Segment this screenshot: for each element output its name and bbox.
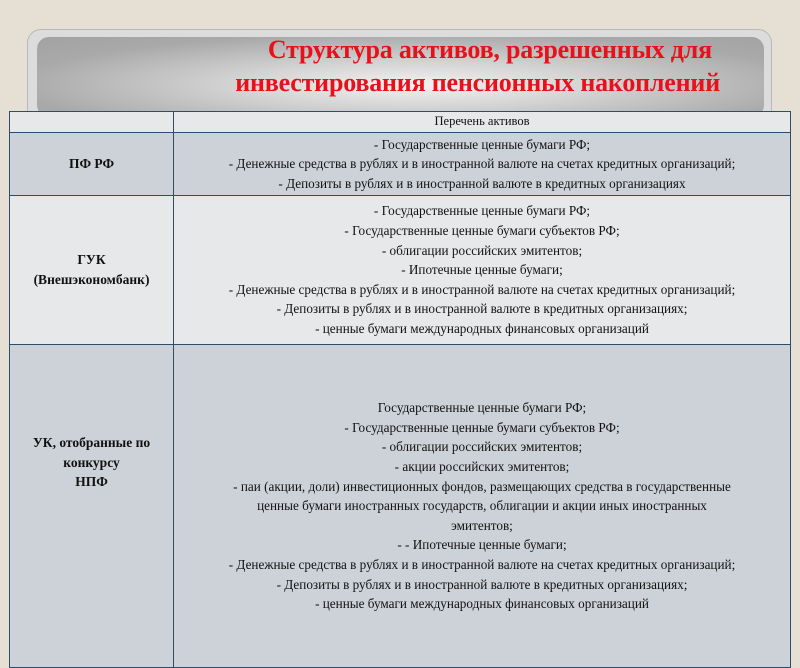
entity-sublabel: (Внешэкономбанк) <box>33 272 150 287</box>
entity-cell <box>10 133 174 196</box>
slide-title-line-1: Структура активов, разрешенных для <box>267 35 712 64</box>
asset-item: ценные бумаги иностранных государств, облигации и акции иных иностранных <box>257 498 707 514</box>
entity-label: НПФ <box>75 474 108 490</box>
entity-cell <box>10 196 174 345</box>
header-assets-list: Перечень активов <box>174 112 791 133</box>
asset-item: - облигации российских эмитентов; <box>381 242 583 258</box>
table-row-uk-npf <box>10 345 791 668</box>
asset-item: - Денежные средства в рублях и в иностранной валюте на счетах кредитных организаций; <box>228 156 736 172</box>
asset-item: - Депозиты в рублях и в иностранной валюте в кредитных организациях <box>278 175 686 191</box>
asset-item: - - Ипотечные ценные бумаги; <box>397 537 567 553</box>
entity-label: конкурсу <box>63 454 120 470</box>
assets-cell <box>174 345 791 668</box>
asset-item: - Государственные ценные бумаги субъектов РФ; <box>344 223 620 239</box>
entity-label: УК, отобранные по <box>32 435 151 450</box>
assets-table <box>9 111 791 668</box>
table-row-guk <box>10 196 791 345</box>
table-row-pfr <box>10 133 791 196</box>
asset-item: - Государственные ценные бумаги РФ; <box>373 136 591 152</box>
entity-cell <box>10 345 174 668</box>
assets-cell <box>174 133 791 196</box>
asset-item: - Ипотечные ценные бумаги; <box>401 262 563 278</box>
asset-item: - ценные бумаги международных финансовых организаций <box>315 596 649 612</box>
asset-item: - Денежные средства в рублях и в иностранной валюте на счетах кредитных организаций; <box>228 556 736 572</box>
entity-label: ГУК <box>77 252 106 268</box>
asset-item: - ценные бумаги международных финансовых организаций <box>315 320 649 336</box>
slide-title <box>37 33 764 99</box>
asset-item: - паи (акции, доли) инвестиционных фондов, размещающих средства в государственные <box>233 478 731 494</box>
asset-item: - Денежные средства в рублях и в иностранной валюте на счетах кредитных организаций; <box>228 281 736 297</box>
asset-item: Государственные ценные бумаги РФ; <box>377 400 587 416</box>
header-entity <box>10 112 174 133</box>
asset-item: - Депозиты в рублях и в иностранной валюте в кредитных организациях; <box>276 301 688 317</box>
slide-title-line-2: инвестирования пенсионных накоплений <box>235 68 720 97</box>
asset-item: - Государственные ценные бумаги РФ; <box>373 203 591 219</box>
assets-cell <box>174 196 791 345</box>
asset-item: эмитентов; <box>451 517 513 533</box>
asset-item: - Депозиты в рублях и в иностранной валюте в кредитных организациях; <box>276 576 688 592</box>
asset-item: - облигации российских эмитентов; <box>381 439 583 455</box>
entity-label: ПФ РФ <box>68 156 115 172</box>
asset-item: - акции российских эмитентов; <box>394 459 570 475</box>
table-header-row <box>10 112 791 133</box>
asset-item: - Государственные ценные бумаги субъектов РФ; <box>344 419 620 435</box>
